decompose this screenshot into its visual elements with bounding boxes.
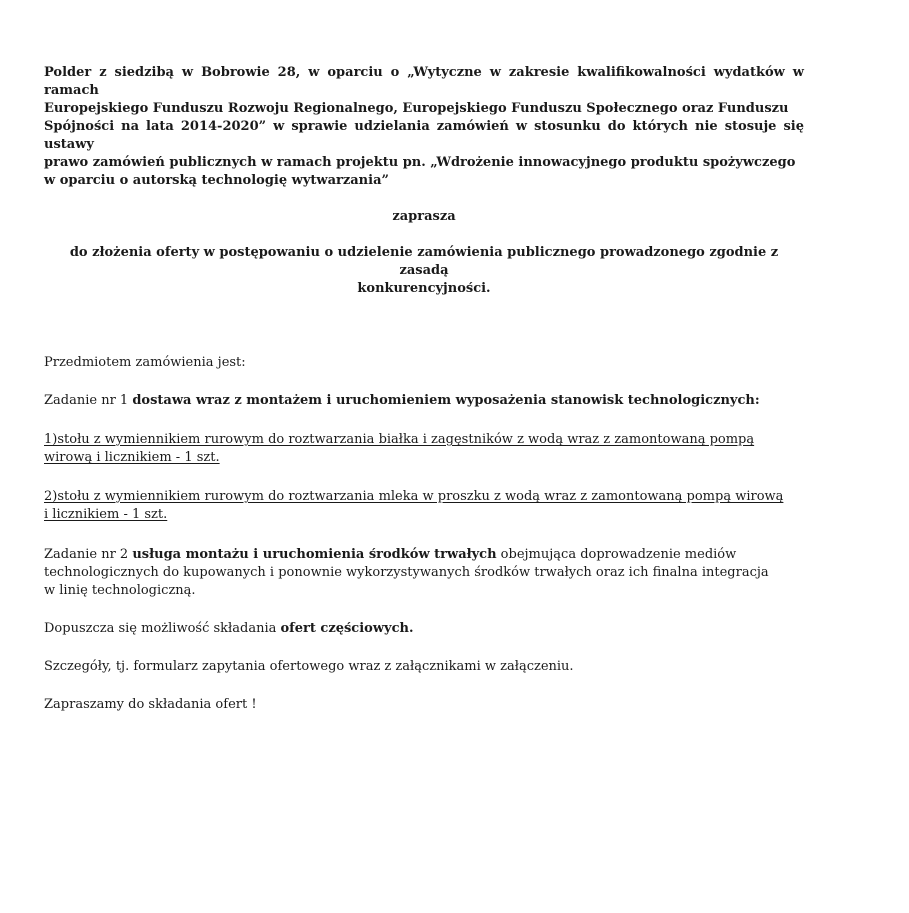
partial-offers-note [44, 620, 804, 638]
lead-line-1: do złożenia oferty w postępowaniu o udzielenie zamówienia publicznego prowadzonego zgodnie z zasadą [69, 245, 779, 278]
intro-line-4: prawo zamówień publicznych w ramach projektu pn. „Wdrożenie innowacyjnego produktu spożywczego [44, 155, 796, 170]
intro-line-1: Polder z siedzibą w Bobrowie 28, w oparciu o „Wytyczne w zakresie kwalifikowalności wydatków w ramach [44, 65, 804, 98]
partial-offers-bold: ofert częściowych. [280, 621, 414, 636]
task-2-prefix: Zadanie nr 2 [44, 547, 133, 562]
lead-paragraph [44, 244, 804, 298]
details-note: Szczegóły, tj. formularz zapytania ofertowego wraz z załącznikami w załączeniu. [44, 659, 574, 674]
task-1 [44, 392, 804, 410]
item-2-line-2: i licznikiem - 1 szt. [44, 507, 168, 522]
intro-line-5: w oparciu o autorską technologię wytwarzania” [44, 173, 389, 188]
item-1-line-2: wirową i licznikiem - 1 szt. [44, 450, 220, 465]
task-2 [44, 546, 804, 600]
invite-heading: zaprasza [392, 209, 456, 224]
intro-line-2: Europejskiego Funduszu Rozwoju Regionalnego, Europejskiego Funduszu Społecznego oraz Funduszu [44, 101, 789, 116]
task-2-line-2: technologicznych do kupowanych i ponownie wykorzystywanych środków trwałych oraz ich finalna integracja [44, 565, 769, 580]
item-1-line-1: 1)stołu z wymiennikiem rurowym do roztwarzania białka i zagęstników z wodą wraz z zamontowaną pompą [44, 432, 755, 447]
partial-offers-prefix: Dopuszcza się możliwość składania [44, 621, 281, 636]
subject-heading: Przedmiotem zamówienia jest: [44, 355, 246, 370]
task-2-title: usługa montażu i uruchomienia środków trwałych [132, 547, 497, 562]
item-2 [44, 488, 804, 524]
intro-paragraph [44, 64, 804, 190]
task-2-line-1 [44, 546, 804, 564]
item-2-line-1: 2)stołu z wymiennikiem rurowym do roztwarzania mleka w proszku z wodą wraz z zamontowaną pompą wirową [44, 489, 784, 504]
task-2-line-3: w linię technologiczną. [44, 583, 196, 598]
closing-note: Zapraszamy do składania ofert ! [44, 697, 257, 712]
task-2-rest: obejmująca doprowadzenie mediów [496, 547, 737, 562]
task-1-prefix: Zadanie nr 1 [44, 393, 133, 408]
lead-line-2: konkurencyjności. [357, 281, 491, 296]
intro-line-3: Spójności na lata 2014-2020” w sprawie udzielania zamówień w stosunku do których nie stosuje się ustawy [44, 119, 804, 152]
task-1-title: dostawa wraz z montażem i uruchomieniem wyposażenia stanowisk technologicznych: [132, 393, 760, 408]
document-page [44, 64, 804, 714]
item-1 [44, 431, 804, 467]
